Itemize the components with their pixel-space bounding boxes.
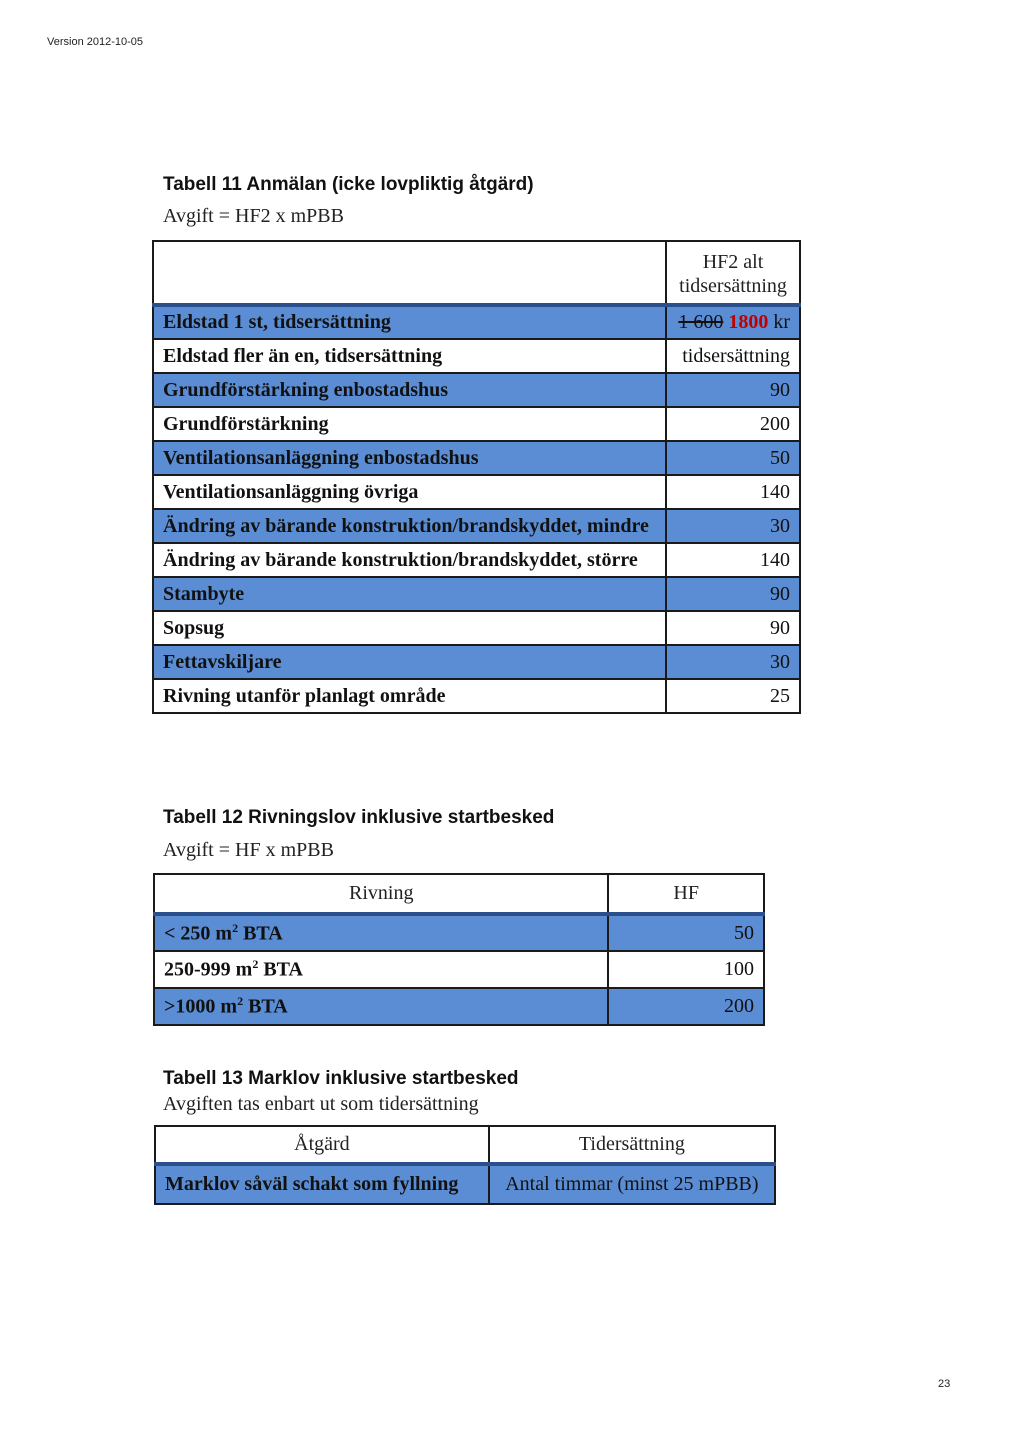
table12-header-row <box>154 874 764 914</box>
row-value: 140 <box>666 543 800 577</box>
table11-formula: Avgift = HF2 x mPBB <box>163 205 344 227</box>
table11-header-line2: tidsersättning <box>679 274 787 297</box>
row-label <box>154 951 608 988</box>
area-exponent: 2 <box>237 994 244 1009</box>
table12 <box>153 873 765 1026</box>
table-row <box>153 577 800 611</box>
area-prefix: >1000 m <box>164 995 238 1018</box>
table-row <box>153 679 800 713</box>
row-label: Rivning utanför planlagt område <box>153 679 666 713</box>
row-label: Ändring av bärande konstruktion/brandskyddet, större <box>153 543 666 577</box>
area-suffix: BTA <box>238 922 283 945</box>
table-row <box>154 914 764 951</box>
row-value: 90 <box>666 577 800 611</box>
row-label: Marklov såväl schakt som fyllning <box>155 1164 489 1204</box>
area-suffix: BTA <box>258 958 303 981</box>
area-suffix: BTA <box>243 995 288 1018</box>
row-value: tidsersättning <box>666 339 800 373</box>
table11 <box>152 240 801 714</box>
table12-header-hf: HF <box>608 874 764 914</box>
table11-header-hf2 <box>666 241 800 305</box>
row-label: Grundförstärkning <box>153 407 666 441</box>
row-value: 30 <box>666 509 800 543</box>
table11-header-line1: HF2 alt <box>702 250 764 273</box>
table12-formula: Avgift = HF x mPBB <box>163 839 334 861</box>
unit: kr <box>773 311 790 333</box>
table13 <box>154 1125 776 1205</box>
row-value: 30 <box>666 645 800 679</box>
new-value: 1800 <box>728 311 769 333</box>
page-number: 23 <box>938 1378 951 1390</box>
table-row <box>153 305 800 339</box>
row-label: Ändring av bärande konstruktion/brandskyddet, mindre <box>153 509 666 543</box>
row-value: 140 <box>666 475 800 509</box>
table-row <box>153 475 800 509</box>
table-row <box>153 407 800 441</box>
row-label: Sopsug <box>153 611 666 645</box>
table-row <box>154 951 764 988</box>
row-label: Fettavskiljare <box>153 645 666 679</box>
table12-header-rivning: Rivning <box>154 874 608 914</box>
table-row <box>153 543 800 577</box>
table13-header-row <box>155 1126 775 1164</box>
row-label: Eldstad 1 st, tidsersättning <box>153 305 666 339</box>
row-value: 90 <box>666 611 800 645</box>
table-row <box>153 645 800 679</box>
table11-header-row <box>153 241 800 305</box>
table-row <box>153 339 800 373</box>
row-label: Eldstad fler än en, tidsersättning <box>153 339 666 373</box>
row-label: Ventilationsanläggning enbostadshus <box>153 441 666 475</box>
version-label: Version 2012-10-05 <box>47 36 144 48</box>
table-row <box>154 988 764 1025</box>
table13-heading: Tabell 13 Marklov inklusive startbesked <box>163 1068 519 1089</box>
row-value: 200 <box>666 407 800 441</box>
row-value <box>666 305 800 339</box>
table11-header-empty <box>153 241 666 305</box>
row-value: 25 <box>666 679 800 713</box>
table-row <box>153 441 800 475</box>
area-exponent: 2 <box>252 957 259 972</box>
row-value: 50 <box>666 441 800 475</box>
row-value: 50 <box>608 914 764 951</box>
area-prefix: 250-999 m <box>164 958 253 981</box>
row-value: 100 <box>608 951 764 988</box>
row-label: Stambyte <box>153 577 666 611</box>
row-label: Grundförstärkning enbostadshus <box>153 373 666 407</box>
row-label <box>154 914 608 951</box>
table-row <box>153 509 800 543</box>
table13-formula: Avgiften tas enbart ut som tidersättning <box>163 1093 479 1115</box>
old-value: 1 600 <box>678 311 724 333</box>
row-value: 90 <box>666 373 800 407</box>
table-row <box>153 373 800 407</box>
row-label: Ventilationsanläggning övriga <box>153 475 666 509</box>
table11-heading: Tabell 11 Anmälan (icke lovpliktig åtgärd) <box>163 174 534 195</box>
table12-heading: Tabell 12 Rivningslov inklusive startbesked <box>163 807 555 828</box>
row-label <box>154 988 608 1025</box>
row-value: Antal timmar (minst 25 mPBB) <box>489 1164 775 1204</box>
area-prefix: < 250 m <box>164 922 233 945</box>
row-value: 200 <box>608 988 764 1025</box>
table-row <box>155 1164 775 1204</box>
table-row <box>153 611 800 645</box>
table13-header-tidersattning: Tidersättning <box>489 1126 775 1164</box>
area-exponent: 2 <box>232 920 239 935</box>
table13-header-atgard: Åtgärd <box>155 1126 489 1164</box>
